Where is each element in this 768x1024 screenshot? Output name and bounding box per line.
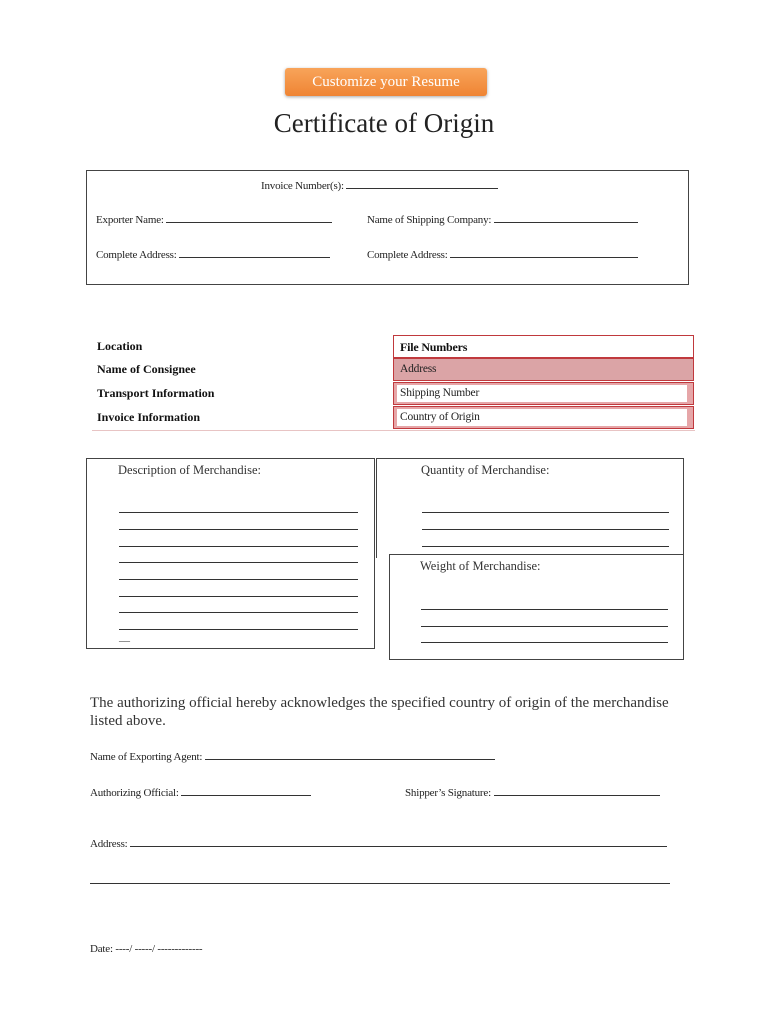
exporting-agent-label: Name of Exporting Agent:: [90, 751, 203, 763]
shipping-number-cell[interactable]: [393, 382, 694, 405]
address-field: [90, 837, 667, 850]
exporting-agent-blank[interactable]: [205, 750, 495, 760]
location-label: Location: [97, 339, 143, 353]
description-line[interactable]: [119, 596, 358, 597]
authorizing-official-field: [90, 786, 311, 799]
file-numbers-cell[interactable]: [393, 335, 694, 358]
address-blank[interactable]: [130, 837, 667, 847]
exporter-name-blank[interactable]: [166, 213, 332, 223]
exporter-address-field: [96, 248, 330, 261]
authorizing-official-label: Authorizing Official:: [90, 787, 179, 799]
address-line-2[interactable]: [90, 883, 670, 884]
consignee-label: Name of Consignee: [97, 362, 196, 376]
exporter-info-box: [86, 170, 689, 285]
file-numbers-label: File Numbers: [400, 340, 468, 354]
quantity-box: [376, 458, 684, 558]
shipper-signature-label: Shipper’s Signature:: [405, 787, 491, 799]
table-bottom-rule: [92, 430, 695, 431]
shipper-signature-field: [405, 786, 660, 799]
authorizing-official-blank[interactable]: [181, 786, 311, 796]
invoice-numbers-field: [261, 179, 498, 192]
shipper-address-label: Complete Address:: [367, 249, 448, 261]
authorization-statement: The authorizing official hereby acknowledges the specified country of origin of the merchandise listed above.: [90, 695, 669, 729]
weight-line[interactable]: [421, 642, 668, 643]
invoice-info-label: Invoice Information: [97, 410, 200, 424]
customize-resume-button[interactable]: Customize your Resume: [285, 68, 487, 96]
exporter-address-blank[interactable]: [179, 248, 330, 258]
quantity-label: Quantity of Merchandise:: [421, 463, 550, 477]
quantity-line[interactable]: [422, 529, 669, 530]
description-tail: __: [119, 631, 130, 643]
description-line[interactable]: [119, 562, 358, 563]
address-field-label: Address:: [90, 838, 128, 850]
description-line[interactable]: [119, 579, 358, 580]
exporter-name-label: Exporter Name:: [96, 214, 164, 226]
address-label: Address: [400, 363, 437, 375]
shipping-company-blank[interactable]: [494, 213, 638, 223]
shipper-address-blank[interactable]: [450, 248, 638, 258]
description-label: Description of Merchandise:: [118, 463, 262, 477]
page-title: Certificate of Origin: [273, 108, 495, 138]
transport-info-label: Transport Information: [97, 386, 215, 400]
shipping-number-label: Shipping Number: [400, 387, 480, 399]
country-of-origin-label: Country of Origin: [400, 411, 480, 423]
exporting-agent-field: [90, 750, 495, 763]
description-line[interactable]: [119, 629, 358, 630]
description-box: [86, 458, 375, 649]
shipper-address-field: [367, 248, 638, 261]
shipping-company-label: Name of Shipping Company:: [367, 214, 492, 226]
shipper-signature-blank[interactable]: [494, 786, 660, 796]
description-line[interactable]: [119, 529, 358, 530]
description-line[interactable]: [119, 546, 358, 547]
weight-box: [389, 554, 684, 660]
address-cell[interactable]: [393, 358, 694, 381]
shipping-company-field: [367, 213, 638, 226]
invoice-numbers-label: Invoice Number(s):: [261, 180, 344, 192]
country-of-origin-cell[interactable]: [393, 406, 694, 429]
quantity-line[interactable]: [422, 512, 669, 513]
weight-line[interactable]: [421, 609, 668, 610]
weight-line[interactable]: [421, 626, 668, 627]
description-line[interactable]: [119, 512, 358, 513]
date-field[interactable]: Date: ----/ -----/ -------------: [90, 943, 203, 955]
description-line[interactable]: [119, 612, 358, 613]
quantity-line[interactable]: [422, 546, 669, 547]
invoice-numbers-blank[interactable]: [346, 179, 498, 189]
exporter-name-field: [96, 213, 332, 226]
exporter-address-label: Complete Address:: [96, 249, 177, 261]
weight-label: Weight of Merchandise:: [420, 559, 541, 573]
